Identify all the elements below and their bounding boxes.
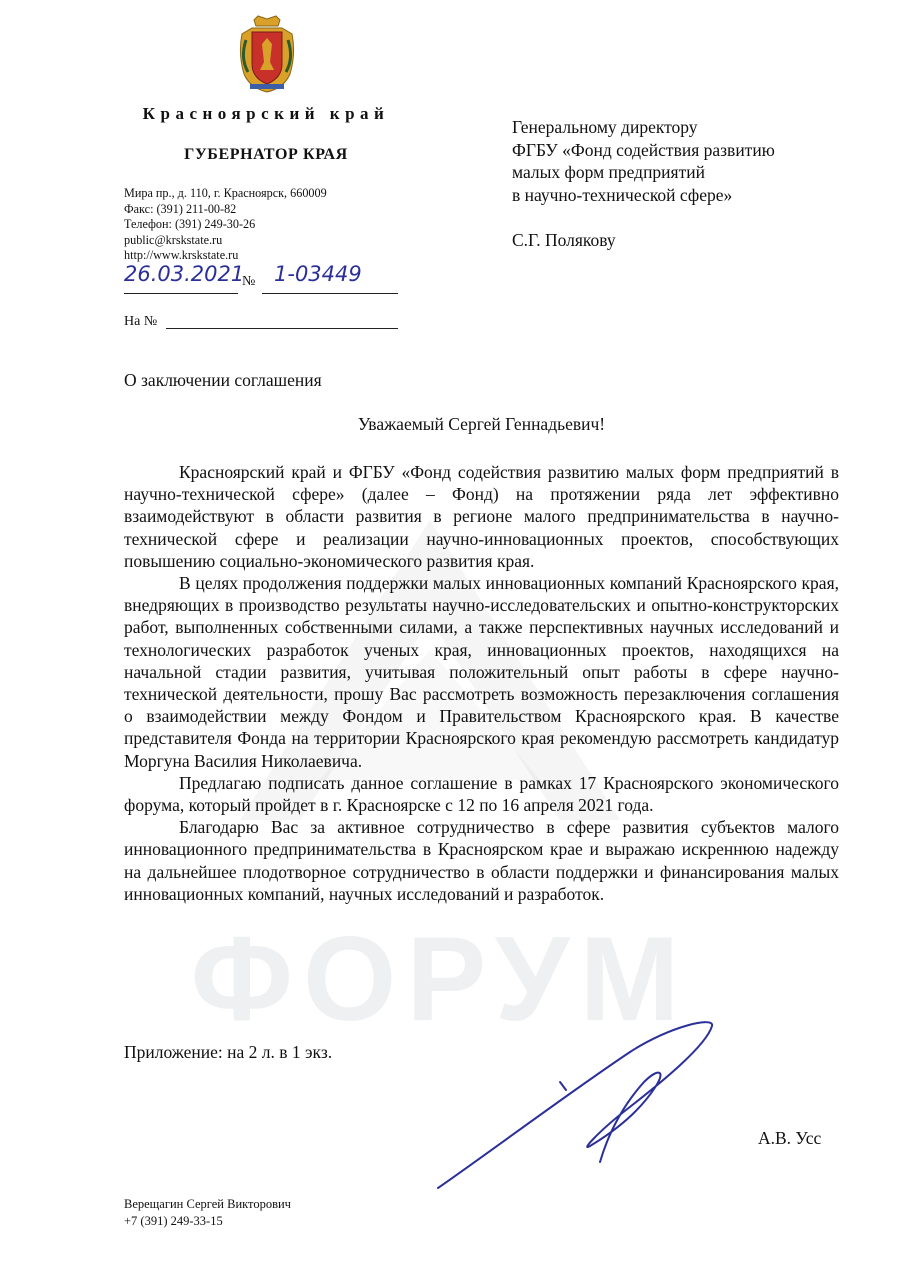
- letter-subject: О заключении соглашения: [124, 370, 322, 390]
- body-paragraph: Предлагаю подписать данное соглашение в рамках 17 Красноярского экономического форума, который пройдет в г. Красноярске с 12 по 16 апреля 2021 года.: [124, 772, 839, 816]
- body-paragraph: Благодарю Вас за активное сотрудничество в сфере развития субъектов малого инновационного предпринимательства в Красноярском крае и выражаю искреннюю надежду на дальнейшее плодотворное сотрудничество в области поддержки и финансирования малых инновационных компаний, научных исследований и разработок.: [124, 817, 839, 904]
- reply-reference: [124, 314, 400, 334]
- watermark-text: ФОРУМ: [190, 912, 690, 1040]
- executor-name: Верещагин Сергей Викторович: [124, 1197, 291, 1211]
- sender-email: public@krskstate.ru: [124, 232, 223, 247]
- body-paragraph: В целях продолжения поддержки малых инновационных компаний Красноярского края, внедряющих в производство результаты научно-исследовательских и опытно-конструкторских работ, выполненных собственными силами, а также перспективных научных исследований и технологических разработок ученых края, инновационных проектов, находящихся на начальной стадии развития, учитывая положительный опыт работы в сфере научно-технической деятельности, прошу Вас рассмотреть возможность перезаключения соглашения о взаимодействии между Фондом и Правительством Красноярского края. В качестве представителя Фонда на территории Красноярского края рекомендую рассмотреть кандидатур Моргуна Василия Николаевича.: [124, 573, 839, 771]
- registration-date: 26.03.2021: [124, 262, 245, 286]
- addressee-block: [512, 116, 775, 206]
- number-sign: №: [242, 274, 256, 289]
- addressee-line: Генеральному директору: [512, 117, 698, 137]
- reply-label: На №: [124, 314, 158, 329]
- date-underline: [124, 293, 238, 294]
- coat-of-arms-emblem: [236, 14, 298, 94]
- executor-info: [124, 1196, 291, 1230]
- addressee-line: в научно-технической сфере»: [512, 184, 733, 205]
- sender-website: http://www.krskstate.ru: [124, 248, 239, 263]
- handwritten-signature: [430, 1012, 740, 1192]
- registration-number: 1-03449: [274, 262, 362, 286]
- number-underline: [262, 293, 398, 294]
- executor-phone: +7 (391) 249-33-15: [124, 1214, 223, 1228]
- sender-phone: Телефон: (391) 249-30-26: [124, 217, 256, 232]
- letter-greeting: Уважаемый Сергей Геннадьевич!: [357, 414, 606, 434]
- sender-contacts: [124, 186, 327, 264]
- body-paragraph: Красноярский край и ФГБУ «Фонд содействия развитию малых форм предприятий в научно-технической сфере» (далее – Фонд) на протяжении ряда лет эффективно взаимодействуют в области развития в регионе малого предпринимательства в научно-технической сфере и реализации научно-инновационных проектов, способствующих повышению социально-экономического развития края.: [124, 462, 839, 571]
- governor-title: ГУБЕРНАТОР КРАЯ: [184, 146, 348, 163]
- addressee-line: ФГБУ «Фонд содействия развитию: [512, 139, 775, 160]
- reply-underline: [166, 328, 398, 329]
- letter-body: [124, 461, 839, 905]
- signer-name: А.В. Усс: [758, 1128, 822, 1148]
- attachment-note: Приложение: на 2 л. в 1 экз.: [124, 1042, 333, 1062]
- sender-address: Мира пр., д. 110, г. Красноярск, 660009: [124, 186, 327, 200]
- sender-fax: Факс: (391) 211-00-82: [124, 201, 237, 216]
- addressee-line: малых форм предприятий: [512, 162, 705, 182]
- registration-line: [124, 262, 400, 296]
- addressee-name: С.Г. Полякову: [512, 230, 616, 250]
- region-name: Красноярский край: [142, 104, 390, 123]
